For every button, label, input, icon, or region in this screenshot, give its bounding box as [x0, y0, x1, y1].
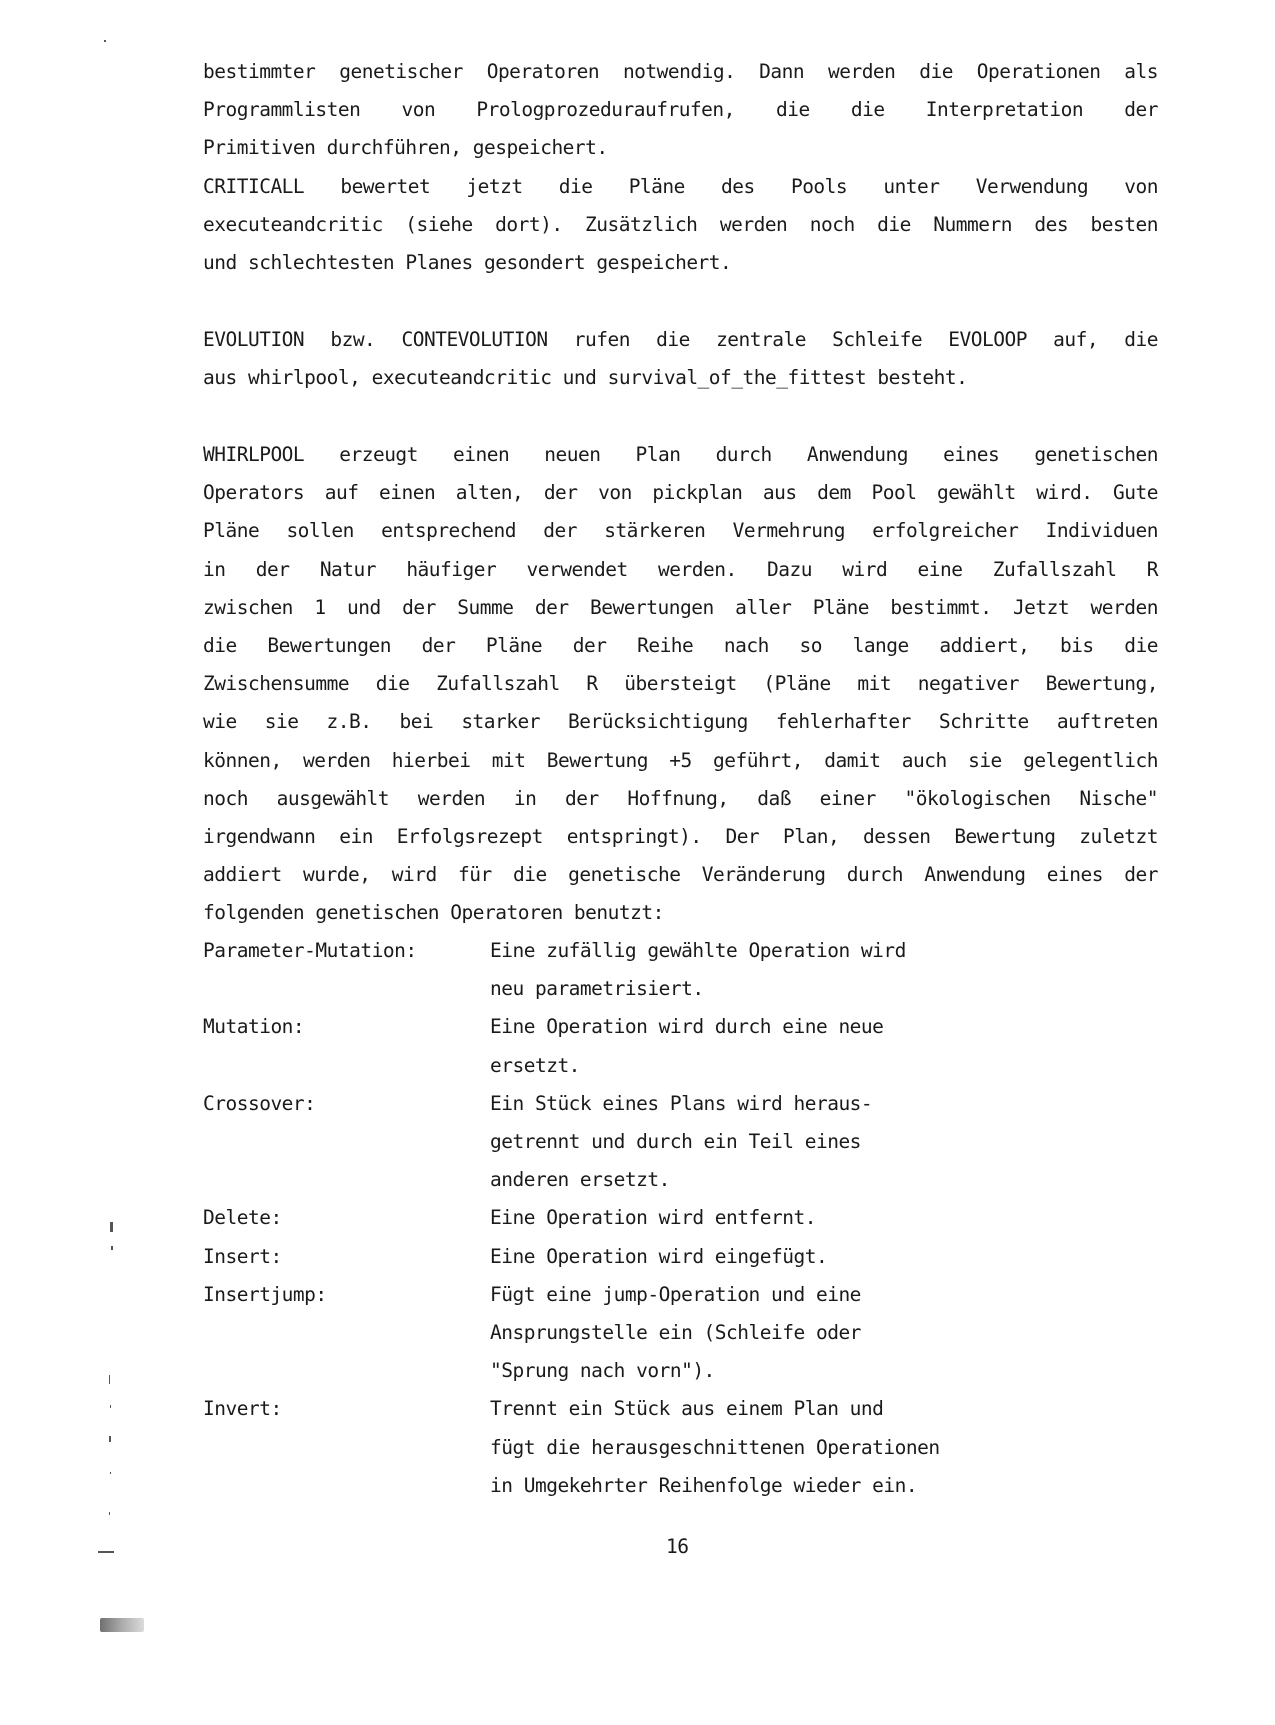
text-line: bestimmter genetischer Operatoren notwendig. Dann werden die Operationen als [203, 60, 1158, 83]
scan-speck [104, 40, 106, 42]
scan-speck [110, 1472, 111, 1474]
operator-name: Mutation: [203, 1015, 305, 1039]
operator-description: neu parametrisiert. [490, 977, 704, 1001]
text-line: irgendwann ein Erfolgsrezept entspringt). Der Plan, dessen Bewertung zuletzt [203, 825, 1158, 848]
operator-name: Invert: [203, 1397, 282, 1421]
text-line: WHIRLPOOL erzeugt einen neuen Plan durch Anwendung eines genetischen [203, 443, 1158, 466]
operator-description: ersetzt. [490, 1053, 580, 1077]
text-line: Programmlisten von Prologprozeduraufrufen, die die Interpretation der [203, 98, 1158, 122]
operator-name: Insertjump: [203, 1282, 327, 1306]
operator-name: Crossover: [203, 1091, 316, 1115]
operator-description: getrennt und durch ein Teil eines [490, 1130, 861, 1153]
text-line: wie sie z.B. bei starker Berücksichtigung fehlerhafter Schritte auftreten [203, 710, 1158, 734]
text-line: Pläne sollen entsprechend der stärkeren Vermehrung erfolgreicher Individuen [203, 519, 1158, 543]
operator-name: Insert: [203, 1244, 282, 1268]
scan-speck [109, 1375, 110, 1384]
operator-description: Ansprungstelle ein (Schleife oder [490, 1321, 861, 1344]
operator-name: Parameter-Mutation: [203, 939, 417, 962]
operator-description: Fügt eine jump-Operation und eine [490, 1282, 861, 1306]
operator-description: Eine Operation wird eingefügt. [490, 1244, 828, 1268]
operator-description: "Sprung nach vorn"). [490, 1359, 715, 1383]
operator-description: Trennt ein Stück aus einem Plan und [490, 1397, 884, 1421]
text-line: Primitiven durchführen, gespeichert. [203, 136, 608, 160]
scan-speck [98, 1551, 114, 1553]
scan-speck [109, 1512, 110, 1515]
operator-description: in Umgekehrter Reihenfolge wieder ein. [490, 1473, 918, 1497]
scan-mark [100, 1618, 144, 1632]
page-number: 16 [666, 1535, 689, 1558]
operator-name: Delete: [203, 1206, 282, 1230]
operator-description: Eine Operation wird durch eine neue [490, 1015, 884, 1039]
text-line: noch ausgewählt werden in der Hoffnung, daß einer "ökologischen Nische" [203, 786, 1158, 810]
text-line: EVOLUTION bzw. CONTEVOLUTION rufen die zentrale Schleife EVOLOOP auf, die [203, 328, 1158, 351]
text-line: folgenden genetischen Operatoren benutzt: [203, 901, 664, 925]
text-line: CRITICALL bewertet jetzt die Pläne des Pools unter Verwendung von [203, 174, 1158, 198]
text-line: addiert wurde, wird für die genetische Veränderung durch Anwendung eines der [203, 863, 1158, 887]
text-line: die Bewertungen der Pläne der Reihe nach so lange addiert, bis die [203, 634, 1158, 657]
text-line: in der Natur häufiger verwendet werden. Dazu wird eine Zufallszahl R [203, 557, 1158, 581]
scan-speck [109, 1436, 111, 1442]
operator-description: Eine Operation wird entfernt. [490, 1206, 816, 1230]
text-line: executeandcritic (siehe dort). Zusätzlich werden noch die Nummern des besten [203, 212, 1158, 236]
operator-description: Ein Stück eines Plans wird heraus- [490, 1091, 873, 1115]
scan-speck [111, 1246, 113, 1250]
operator-description: Eine zufällig gewählte Operation wird [490, 939, 906, 962]
text-line: aus whirlpool, executeandcritic und survival_of_the_fittest besteht. [203, 366, 968, 390]
text-line: zwischen 1 und der Summe der Bewertungen aller Pläne bestimmt. Jetzt werden [203, 595, 1158, 619]
text-line: Zwischensumme die Zufallszahl R übersteigt (Pläne mit negativer Bewertung, [203, 672, 1158, 696]
text-line: und schlechtesten Planes gesondert gespeichert. [203, 251, 732, 274]
scan-speck [110, 1222, 113, 1232]
text-line: können, werden hierbei mit Bewertung +5 geführt, damit auch sie gelegentlich [203, 748, 1158, 772]
operator-description: anderen ersetzt. [490, 1168, 670, 1192]
scan-speck [110, 1405, 111, 1408]
operator-description: fügt die herausgeschnittenen Operationen [490, 1435, 940, 1459]
text-line: Operators auf einen alten, der von pickplan aus dem Pool gewählt wird. Gute [203, 481, 1158, 505]
